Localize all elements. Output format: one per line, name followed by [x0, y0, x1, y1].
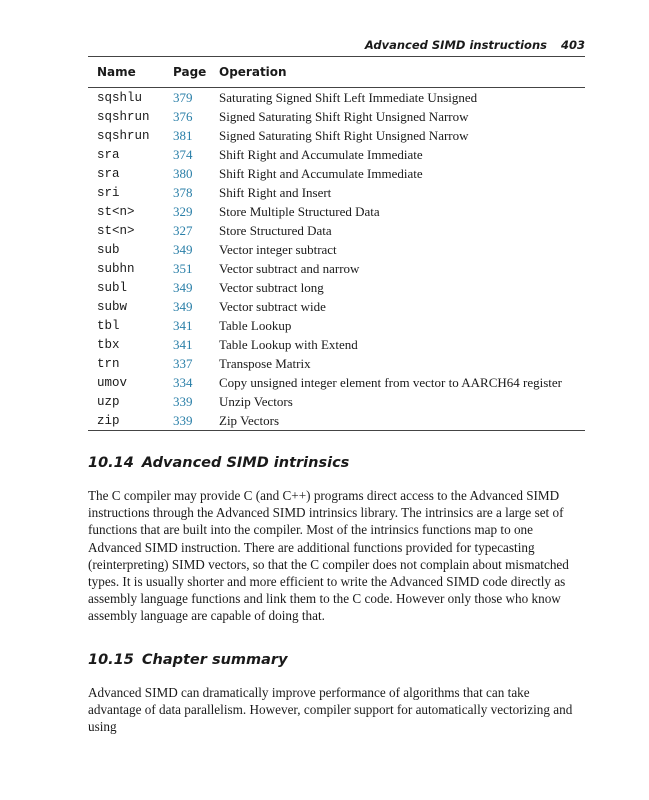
instruction-name: tbl [97, 318, 120, 333]
page-link[interactable]: 334 [173, 374, 193, 390]
operation-description: Transpose Matrix [219, 355, 311, 371]
table-row [88, 316, 585, 335]
instruction-name: sub [97, 242, 120, 257]
instruction-name: sra [97, 166, 120, 181]
table-row [88, 164, 585, 183]
instruction-name: tbx [97, 337, 120, 352]
running-header [88, 38, 585, 52]
summary-paragraph: Advanced SIMD can dramatically improve performance of algorithms that can take advantage of data parallelism. However, compiler support for automatically vectorizing and using [88, 685, 573, 735]
table-row [88, 335, 585, 354]
section-heading-summary [88, 652, 288, 668]
page-link[interactable]: 349 [173, 241, 193, 257]
section-title: Chapter summary [141, 652, 288, 668]
instruction-name: umov [97, 375, 128, 390]
instruction-name: sqshrun [97, 109, 150, 124]
table-row [88, 88, 585, 108]
instruction-name: subl [97, 280, 128, 295]
instruction-name: uzp [97, 394, 120, 409]
page-link[interactable]: 381 [173, 127, 193, 143]
operation-description: Shift Right and Accumulate Immediate [219, 165, 423, 181]
instruction-name: sqshrun [97, 128, 150, 143]
section-number: 10.15 [88, 652, 134, 668]
instruction-name: subw [97, 299, 128, 314]
page-cell [173, 202, 219, 221]
page-cell [173, 126, 219, 145]
section-heading-intrinsics [88, 455, 349, 471]
column-header-operation: Operation [219, 57, 585, 88]
page-cell [173, 240, 219, 259]
table-row [88, 392, 585, 411]
operation-description: Store Multiple Structured Data [219, 203, 380, 219]
table-row [88, 259, 585, 278]
page-link[interactable]: 349 [173, 279, 193, 295]
page-cell [173, 411, 219, 431]
page-cell [173, 316, 219, 335]
column-header-page: Page [173, 57, 219, 88]
page-link[interactable]: 337 [173, 355, 193, 371]
operation-description: Table Lookup with Extend [219, 336, 358, 352]
page-cell [173, 88, 219, 108]
instruction-table [88, 56, 585, 431]
operation-description: Saturating Signed Shift Left Immediate Unsigned [219, 89, 478, 105]
instruction-name: sri [97, 185, 120, 200]
instruction-table-container [88, 56, 585, 431]
instruction-name: st<n> [97, 223, 135, 238]
operation-description: Copy unsigned integer element from vector to AARCH64 register [219, 374, 562, 390]
operation-description: Vector subtract and narrow [219, 260, 360, 276]
page-cell [173, 164, 219, 183]
table-row [88, 278, 585, 297]
operation-description: Vector subtract long [219, 279, 324, 295]
page-link[interactable]: 339 [173, 412, 193, 428]
page-link[interactable]: 349 [173, 298, 193, 314]
table-row [88, 411, 585, 431]
table-row [88, 297, 585, 316]
page-link[interactable]: 376 [173, 108, 193, 124]
operation-description: Store Structured Data [219, 222, 332, 238]
table-row [88, 202, 585, 221]
table-row [88, 183, 585, 202]
column-header-name: Name [88, 57, 173, 88]
table-row [88, 354, 585, 373]
page-link[interactable]: 374 [173, 146, 193, 162]
page-link[interactable]: 380 [173, 165, 193, 181]
section-number: 10.14 [88, 455, 134, 471]
operation-description: Vector integer subtract [219, 241, 337, 257]
table-row [88, 373, 585, 392]
operation-description: Signed Saturating Shift Right Unsigned Narrow [219, 108, 469, 124]
table-row [88, 240, 585, 259]
operation-description: Vector subtract wide [219, 298, 326, 314]
page-link[interactable]: 378 [173, 184, 193, 200]
page-cell [173, 259, 219, 278]
section-title: Advanced SIMD intrinsics [141, 455, 350, 471]
page-link[interactable]: 327 [173, 222, 193, 238]
table-header-row [88, 57, 585, 88]
instruction-name: zip [88, 411, 173, 431]
instruction-name: subhn [97, 261, 135, 276]
instruction-name: sqshlu [97, 90, 143, 105]
page-cell [173, 354, 219, 373]
table-row [88, 145, 585, 164]
table-row [88, 107, 585, 126]
operation-description: Signed Saturating Shift Right Unsigned Narrow [219, 127, 469, 143]
table-body [88, 88, 585, 431]
page-link[interactable]: 379 [173, 89, 193, 105]
instruction-name: sra [97, 147, 120, 162]
table-row [88, 221, 585, 240]
page-cell [173, 392, 219, 411]
operation-description: Shift Right and Insert [219, 184, 332, 200]
page-link[interactable]: 339 [173, 393, 193, 409]
operation-description: Shift Right and Accumulate Immediate [219, 146, 423, 162]
operation-description: Zip Vectors [219, 411, 585, 431]
intrinsics-paragraph: The C compiler may provide C (and C++) programs direct access to the Advanced SIMD instructions through the Advanced SIMD intrinsics library. The intrinsics are a large set of functions that are built into the compiler. Most of the intrinsics functions map to one Advanced SIMD instruction. There are additional functions provided for typecasting (reinterpreting) SIMD vectors, so that the C compiler does not complain about mismatched types. It is usually shorter and more efficient to write the Advanced SIMD code directly as assembly language functions and link them to the C code. However only those who know assembly language are capable of doing that. [88, 488, 569, 624]
page-link[interactable]: 341 [173, 317, 193, 333]
page-cell [173, 107, 219, 126]
page-link[interactable]: 351 [173, 260, 193, 276]
page-link[interactable]: 341 [173, 336, 193, 352]
page-cell [173, 221, 219, 240]
page-link[interactable]: 329 [173, 203, 193, 219]
page-cell [173, 373, 219, 392]
operation-description: Unzip Vectors [219, 393, 293, 409]
instruction-name: st<n> [97, 204, 135, 219]
instruction-name: trn [97, 356, 120, 371]
page-cell [173, 335, 219, 354]
header-title: Advanced SIMD instructions [364, 38, 547, 52]
page-cell [173, 145, 219, 164]
page-number: 403 [560, 38, 585, 52]
table-row [88, 126, 585, 145]
page-cell [173, 183, 219, 202]
operation-description: Table Lookup [219, 317, 292, 333]
page-cell [173, 278, 219, 297]
page-cell [173, 297, 219, 316]
